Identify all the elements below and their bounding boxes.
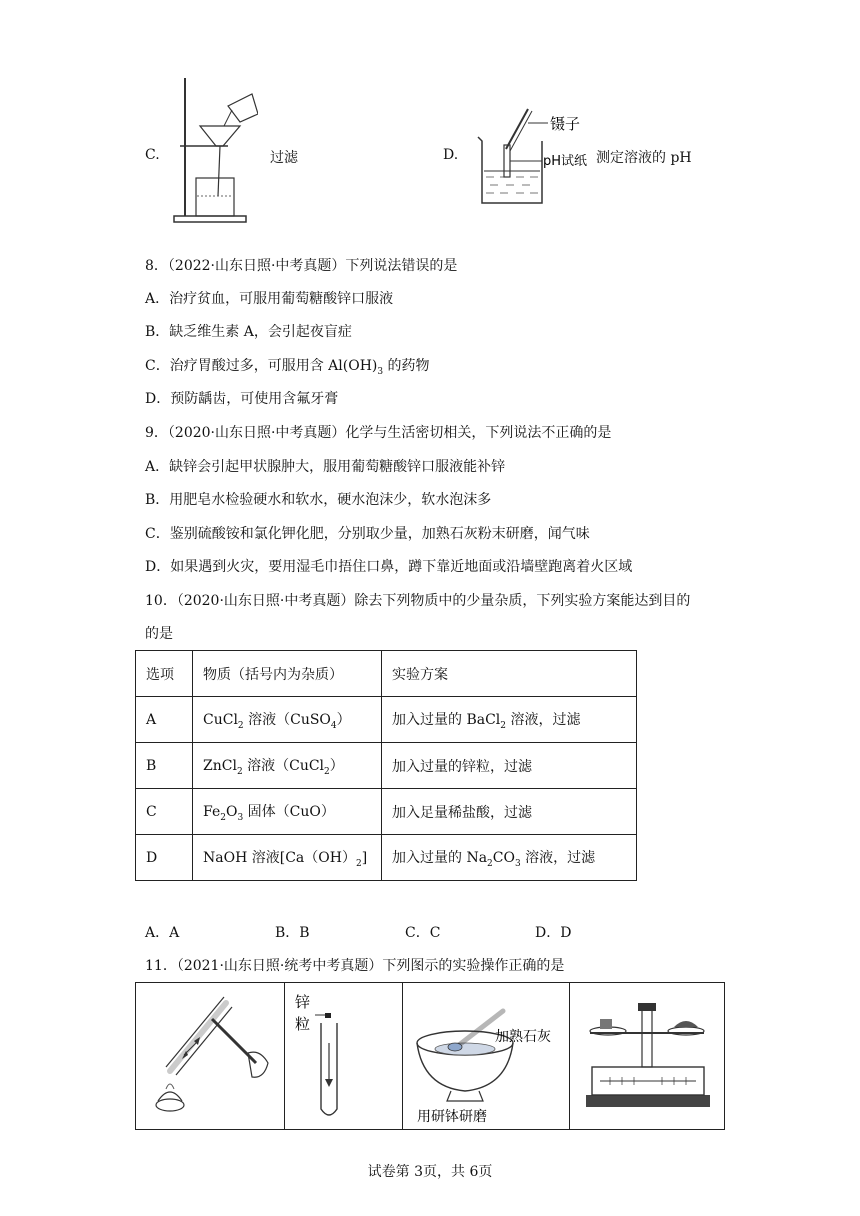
q10-option-b: B．B — [275, 925, 310, 941]
table-header-cell: 实验方案 — [382, 651, 637, 697]
zinc-test-tube-figure — [285, 983, 402, 1129]
table-row — [136, 697, 637, 743]
q11-image-row — [135, 982, 725, 1130]
q11-image-b — [285, 983, 403, 1129]
label-ph-paper: pH试纸 — [543, 154, 588, 169]
q11-stem: 11．（2021·山东日照·统考中考真题）下列图示的实验操作正确的是 — [145, 958, 565, 974]
table-cell-substance: CuCl$_2$ 溶液（CuSO$_4$） — [193, 697, 382, 743]
q9-option-b: B．用肥皂水检验硬水和软水，硬水泡沫少，软水泡沫多 — [145, 492, 492, 508]
table-cell-option: B — [136, 743, 193, 789]
q9-option-a: A．缺锌会引起甲状腺肿大，服用葡萄糖酸锌口服液能补锌 — [145, 459, 506, 475]
q10-stem-line1: 10．（2020·山东日照·中考真题）除去下列物质中的少量杂质，下列实验方案能达到目的 — [145, 593, 691, 609]
page-footer: 试卷第 3页，共 6页 — [367, 1164, 493, 1180]
label-tweezers: 镊子 — [550, 115, 581, 133]
table-row — [136, 835, 637, 881]
label-zinc-1: 锌 — [295, 993, 311, 1011]
table-cell-substance: ZnCl$_2$ 溶液（CuCl$_2$） — [193, 743, 382, 789]
q7-option-c-letter: C. — [145, 147, 160, 163]
table-cell-plan: 加入过量的 $Na_2CO_3$ 溶液，过滤 — [382, 835, 637, 881]
q8-option-b: B．缺乏维生素 A，会引起夜盲症 — [145, 324, 352, 340]
table-row — [136, 743, 637, 789]
q8-option-d: D．预防龋齿，可使用含氟牙膏 — [145, 391, 339, 407]
q10-option-c: C．C — [405, 925, 441, 941]
q10-table — [135, 650, 637, 881]
label-zinc-2: 粒 — [295, 1015, 311, 1033]
q10-option-a: A．A — [145, 925, 180, 941]
q9-stem: 9．（2020·山东日照·中考真题）化学与生活密切相关，下列说法不正确的是 — [145, 425, 612, 441]
mortar-grinding-figure — [403, 983, 569, 1129]
balance-scale-figure — [570, 983, 725, 1129]
q8-option-c-pre: C．治疗胃酸过多，可服用含 Al(OH) — [145, 358, 378, 374]
q8-option-c-sub: 3 — [377, 366, 384, 377]
table-cell-substance: NaOH 溶液$[Ca(OH)_2]$ — [193, 835, 382, 881]
q7-option-c-text: 过滤 — [270, 150, 298, 166]
filtration-figure — [168, 76, 258, 226]
label-add-slaked-lime: 加熟石灰 — [495, 1029, 551, 1045]
table-cell-plan: 加入足量稀盐酸，过滤 — [382, 789, 637, 835]
table-cell-option: A — [136, 697, 193, 743]
q9-option-d: D．如果遇到火灾，要用湿毛巾捂住口鼻，蹲下靠近地面或沿墙壁跑离着火区域 — [145, 559, 633, 575]
q11-image-c — [403, 983, 570, 1129]
q8-option-c-post: 的药物 — [383, 358, 430, 374]
table-row — [136, 789, 637, 835]
table-header-cell: 选项 — [136, 651, 193, 697]
q7-option-d-letter: D. — [443, 147, 459, 163]
ph-test-figure — [470, 105, 600, 210]
q11-image-d — [570, 983, 725, 1129]
q10-options — [145, 922, 665, 942]
q11-image-a — [136, 983, 285, 1129]
q10-option-d: D．D — [535, 925, 572, 941]
table-cell-plan: 加入过量的锌粒，过滤 — [382, 743, 637, 789]
table-cell-option: D — [136, 835, 193, 881]
table-cell-substance: $Fe_2O_3$ 固体（CuO） — [193, 789, 382, 835]
table-cell-plan: 加入过量的 BaCl$_2$ 溶液，过滤 — [382, 697, 637, 743]
test-tube-heating-figure — [136, 983, 284, 1129]
q7-option-d-text: 测定溶液的 pH — [596, 150, 692, 166]
q8-option-c — [145, 355, 430, 377]
table-header-row — [136, 651, 637, 697]
label-grind-in-mortar: 用研钵研磨 — [417, 1109, 487, 1125]
table-cell-option: C — [136, 789, 193, 835]
q9-option-c: C．鉴别硫酸铵和氯化钾化肥，分别取少量，加熟石灰粉末研磨，闻气味 — [145, 526, 590, 542]
table-header-cell: 物质（括号内为杂质） — [193, 651, 382, 697]
q8-option-a: A．治疗贫血，可服用葡萄糖酸锌口服液 — [145, 291, 394, 307]
q8-stem: 8．（2022·山东日照·中考真题）下列说法错误的是 — [145, 258, 458, 274]
q10-stem-line2: 的是 — [145, 626, 173, 642]
